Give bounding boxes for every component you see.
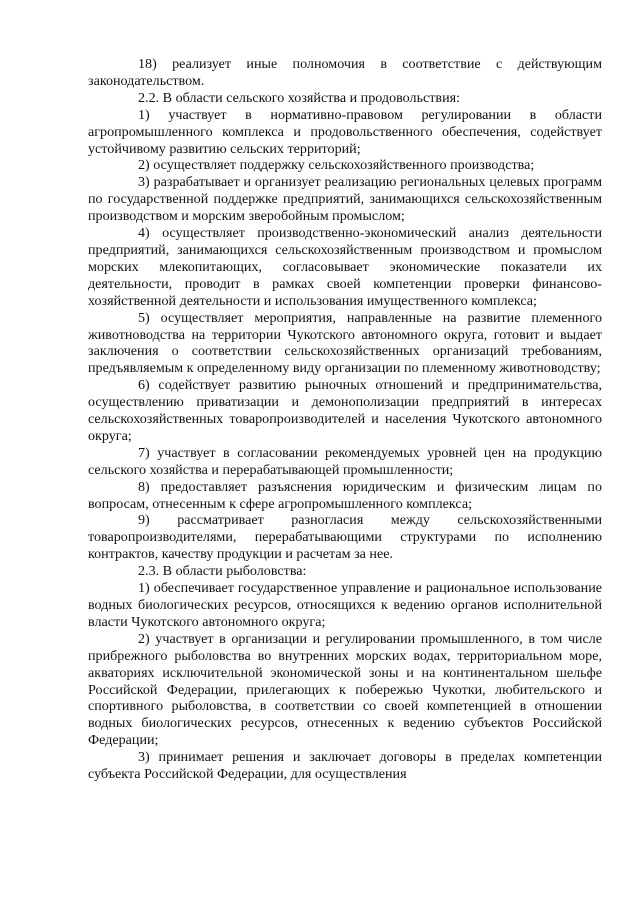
paragraph-2-3-item-1: 1) обеспечивает государственное управление и рациональное использование водных биологических ресурсов, относящихся к ведению органов исполнительной власти Чукотского автономного округа; xyxy=(88,580,602,630)
paragraph-2-2-item-4: 4) осуществляет производственно-экономический анализ деятельности предприятий, занимающихся сельскохозяйственным производством и промыслом морских млекопитающих, согласовывает экономические показатели их деятельности, проводит в рамках своей компетенции проверки финансово-хозяйственной деятельности и использования имущественного комплекса; xyxy=(88,225,602,309)
paragraph-2-2-item-6: 6) содействует развитию рыночных отношений и предпринимательства, осуществлению приватизации и демонополизации предприятий в интересах сельскохозяйственных товаропроизводителей и населения Чукотского автономного округа; xyxy=(88,377,602,444)
paragraph-2-2-item-1: 1) участвует в нормативно-правовом регулировании в области агропромышленного комплекса и продовольственного обеспечения, содействует устойчивому развитию сельских территорий; xyxy=(88,106,602,157)
paragraph-2-2-item-9: 9) рассматривает разногласия между сельскохозяйственными товаропроизводителями, перерабатывающими структурами по исполнению контрактов, качеству продукции и расчетам за нее. xyxy=(88,512,602,563)
paragraph-item-18: 18) реализует иные полномочия в соответствие с действующим законодательством. xyxy=(88,56,602,89)
section-heading-2-3: 2.3. В области рыболовства: xyxy=(138,563,307,580)
paragraph-2-3-item-3: 3) принимает решения и заключает договоры в пределах компетенции субъекта Российской Федерации, для осуществления xyxy=(88,749,602,783)
section-heading-2-2: 2.2. В области сельского хозяйства и продовольствия: xyxy=(138,89,461,106)
paragraph-2-3-item-2: 2) участвует в организации и регулировании промышленного, в том числе прибрежного рыболовства во внутренних морских водах, территориальном море, акваториях исключительной экономической зоны и на континентальном шельфе Российской Федерации, прилегающих к побережью Чукотки, любительского и спортивного рыболовства, в соответствии со своей компетенцией в отношении водных биологических ресурсов, отнесенных к ведению субъектов Российской Федерации; xyxy=(88,630,602,749)
paragraph-2-2-item-5: 5) осуществляет мероприятия, направленные на развитие племенного животноводства на территории Чукотского автономного округа, готовит и выдает заключения о соответствии сельскохозяйственных организаций требованиям, предъявляемым к определенному виду организации по племенному животноводству; xyxy=(88,309,602,377)
paragraph-2-2-item-8: 8) предоставляет разъяснения юридическим и физическим лицам по вопросам, отнесенным к сфере агропромышленного комплекса; xyxy=(88,478,602,512)
paragraph-2-2-item-7: 7) участвует в согласовании рекомендуемых уровней цен на продукцию сельского хозяйства и перерабатывающей промышленности; xyxy=(88,444,602,478)
paragraph-2-2-item-2: 2) осуществляет поддержку сельскохозяйственного производства; xyxy=(138,157,535,174)
paragraph-2-2-item-3: 3) разрабатывает и организует реализацию региональных целевых программ по государственной поддержке предприятий, занимающихся сельскохозяйственным производством и морским зверобойным промыслом; xyxy=(88,174,602,225)
